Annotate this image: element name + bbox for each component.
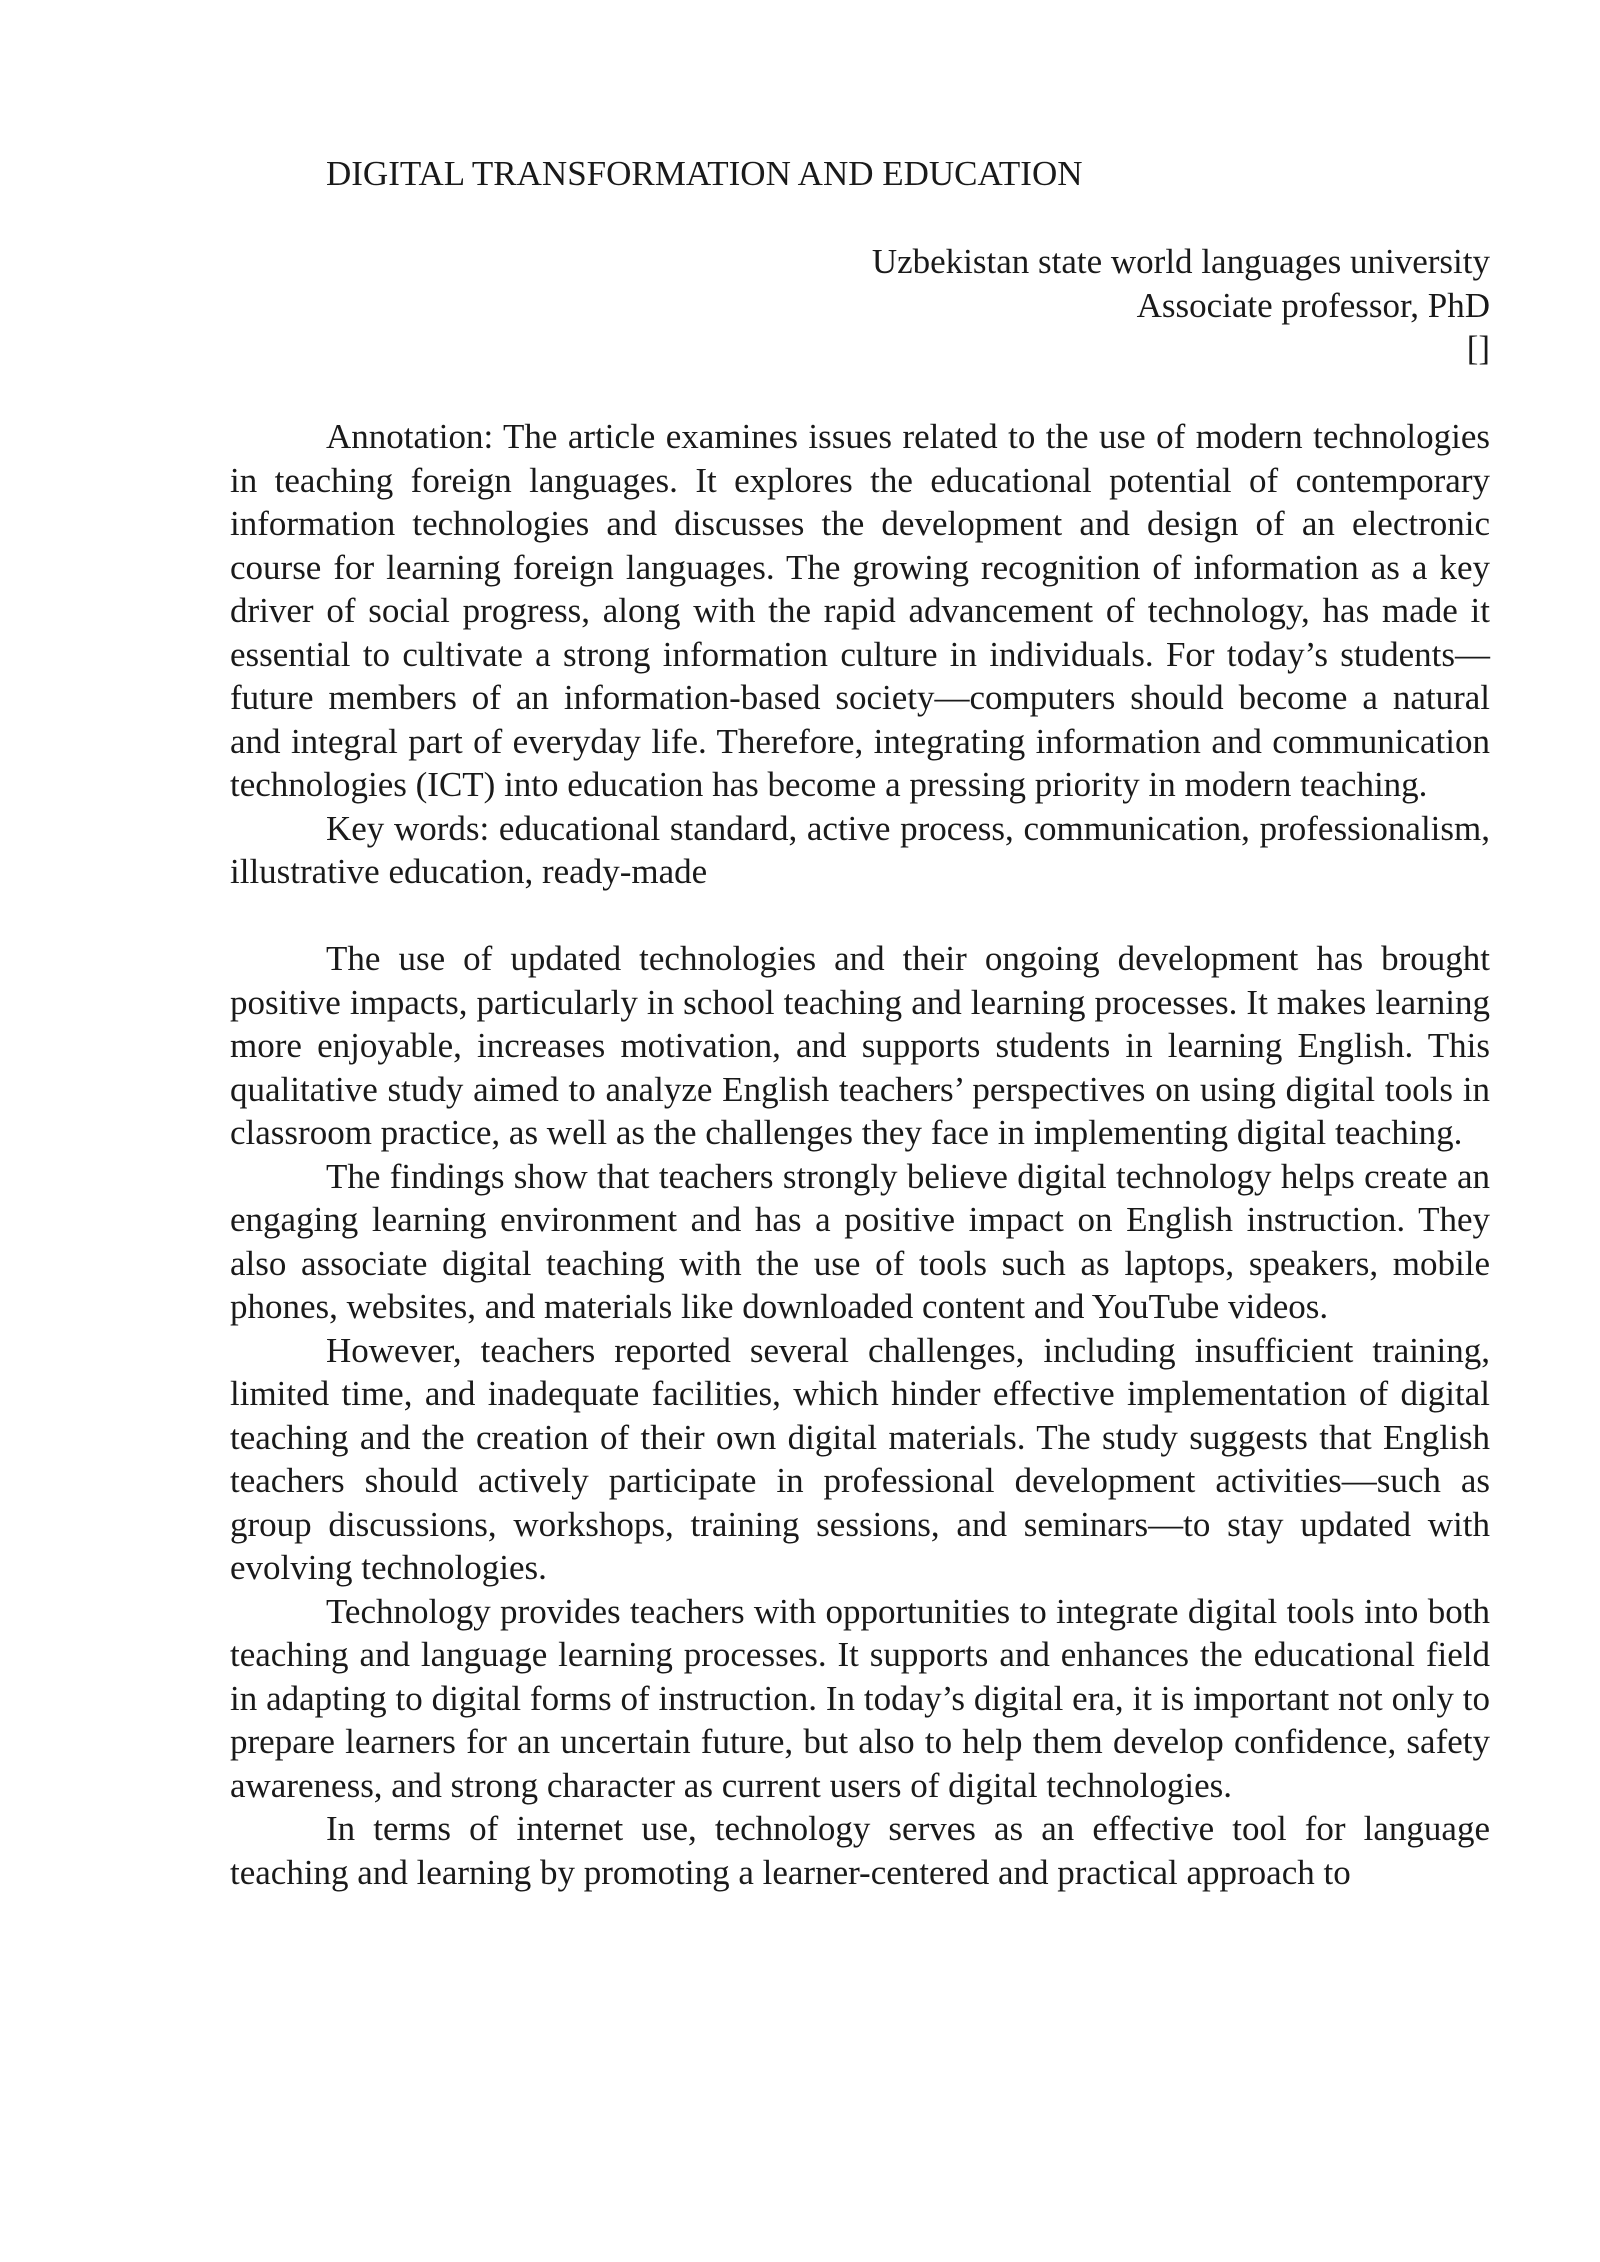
body-paragraph: Technology provides teachers with opportunities to integrate digital tools into both teaching and language learning processes. It supports and enhances the educational field in adapting to digital forms of instruction. In today’s digital era, it is important not only to prepare learners for an uncertain future, but also to help them develop confidence, safety awareness, and strong character as current users of digital technologies.: [230, 1591, 1490, 1805]
body-paragraph: However, teachers reported several challenges, including insufficient training, limited time, and inadequate facilities, which hinder effective implementation of digital teaching and the creation of their own digital materials. The study suggests that English teachers should actively participate in professional development activities—such as group discussions, workshops, training sessions, and seminars—to stay updated with evolving technologies.: [230, 1330, 1490, 1587]
author-position: Associate professor, PhD: [1136, 285, 1490, 325]
annotation-paragraph: Annotation: The article examines issues related to the use of modern technologies in teaching foreign languages. It explores the educational potential of contemporary information technologies and discusses the development and design of an electronic course for learning foreign languages. The growing recognition of information as a key driver of social progress, along with the rapid advancement of technology, has made it essential to cultivate a strong information culture in individuals. For today’s students—future members of an information-based society—computers should become a natural and integral part of everyday life. Therefore, integrating information and communication technologies (ICT) into education has become a pressing priority in modern teaching.: [230, 417, 1490, 804]
author-affiliation: [230, 240, 1490, 371]
keywords-paragraph: Key words: educational standard, active process, communication, professionalism, illustrative education, ready-made: [230, 808, 1490, 891]
university-name: Uzbekistan state world languages university: [871, 242, 1490, 281]
author-name: []: [1466, 329, 1490, 368]
article-title: DIGITAL TRANSFORMATION AND EDUCATION: [326, 154, 1083, 193]
paragraph-spacer: [230, 894, 1490, 938]
body-paragraph: The findings show that teachers strongly believe digital technology helps create an engaging learning environment and has a positive impact on English instruction. They also associate digital teaching with the use of tools such as laptops, speakers, mobile phones, websites, and materials like downloaded content and YouTube videos.: [230, 1156, 1490, 1326]
body-paragraph: In terms of internet use, technology serves as an effective tool for language teaching and learning by promoting a learner-centered and practical approach to: [230, 1809, 1490, 1892]
body-paragraph: The use of updated technologies and their ongoing development has brought positive impacts, particularly in school teaching and learning processes. It makes learning more enjoyable, increases motivation, and supports students in learning English. This qualitative study aimed to analyze English teachers’ perspectives on using digital tools in classroom practice, as well as the challenges they face in implementing digital teaching.: [230, 939, 1490, 1152]
article-body: [230, 415, 1490, 1894]
